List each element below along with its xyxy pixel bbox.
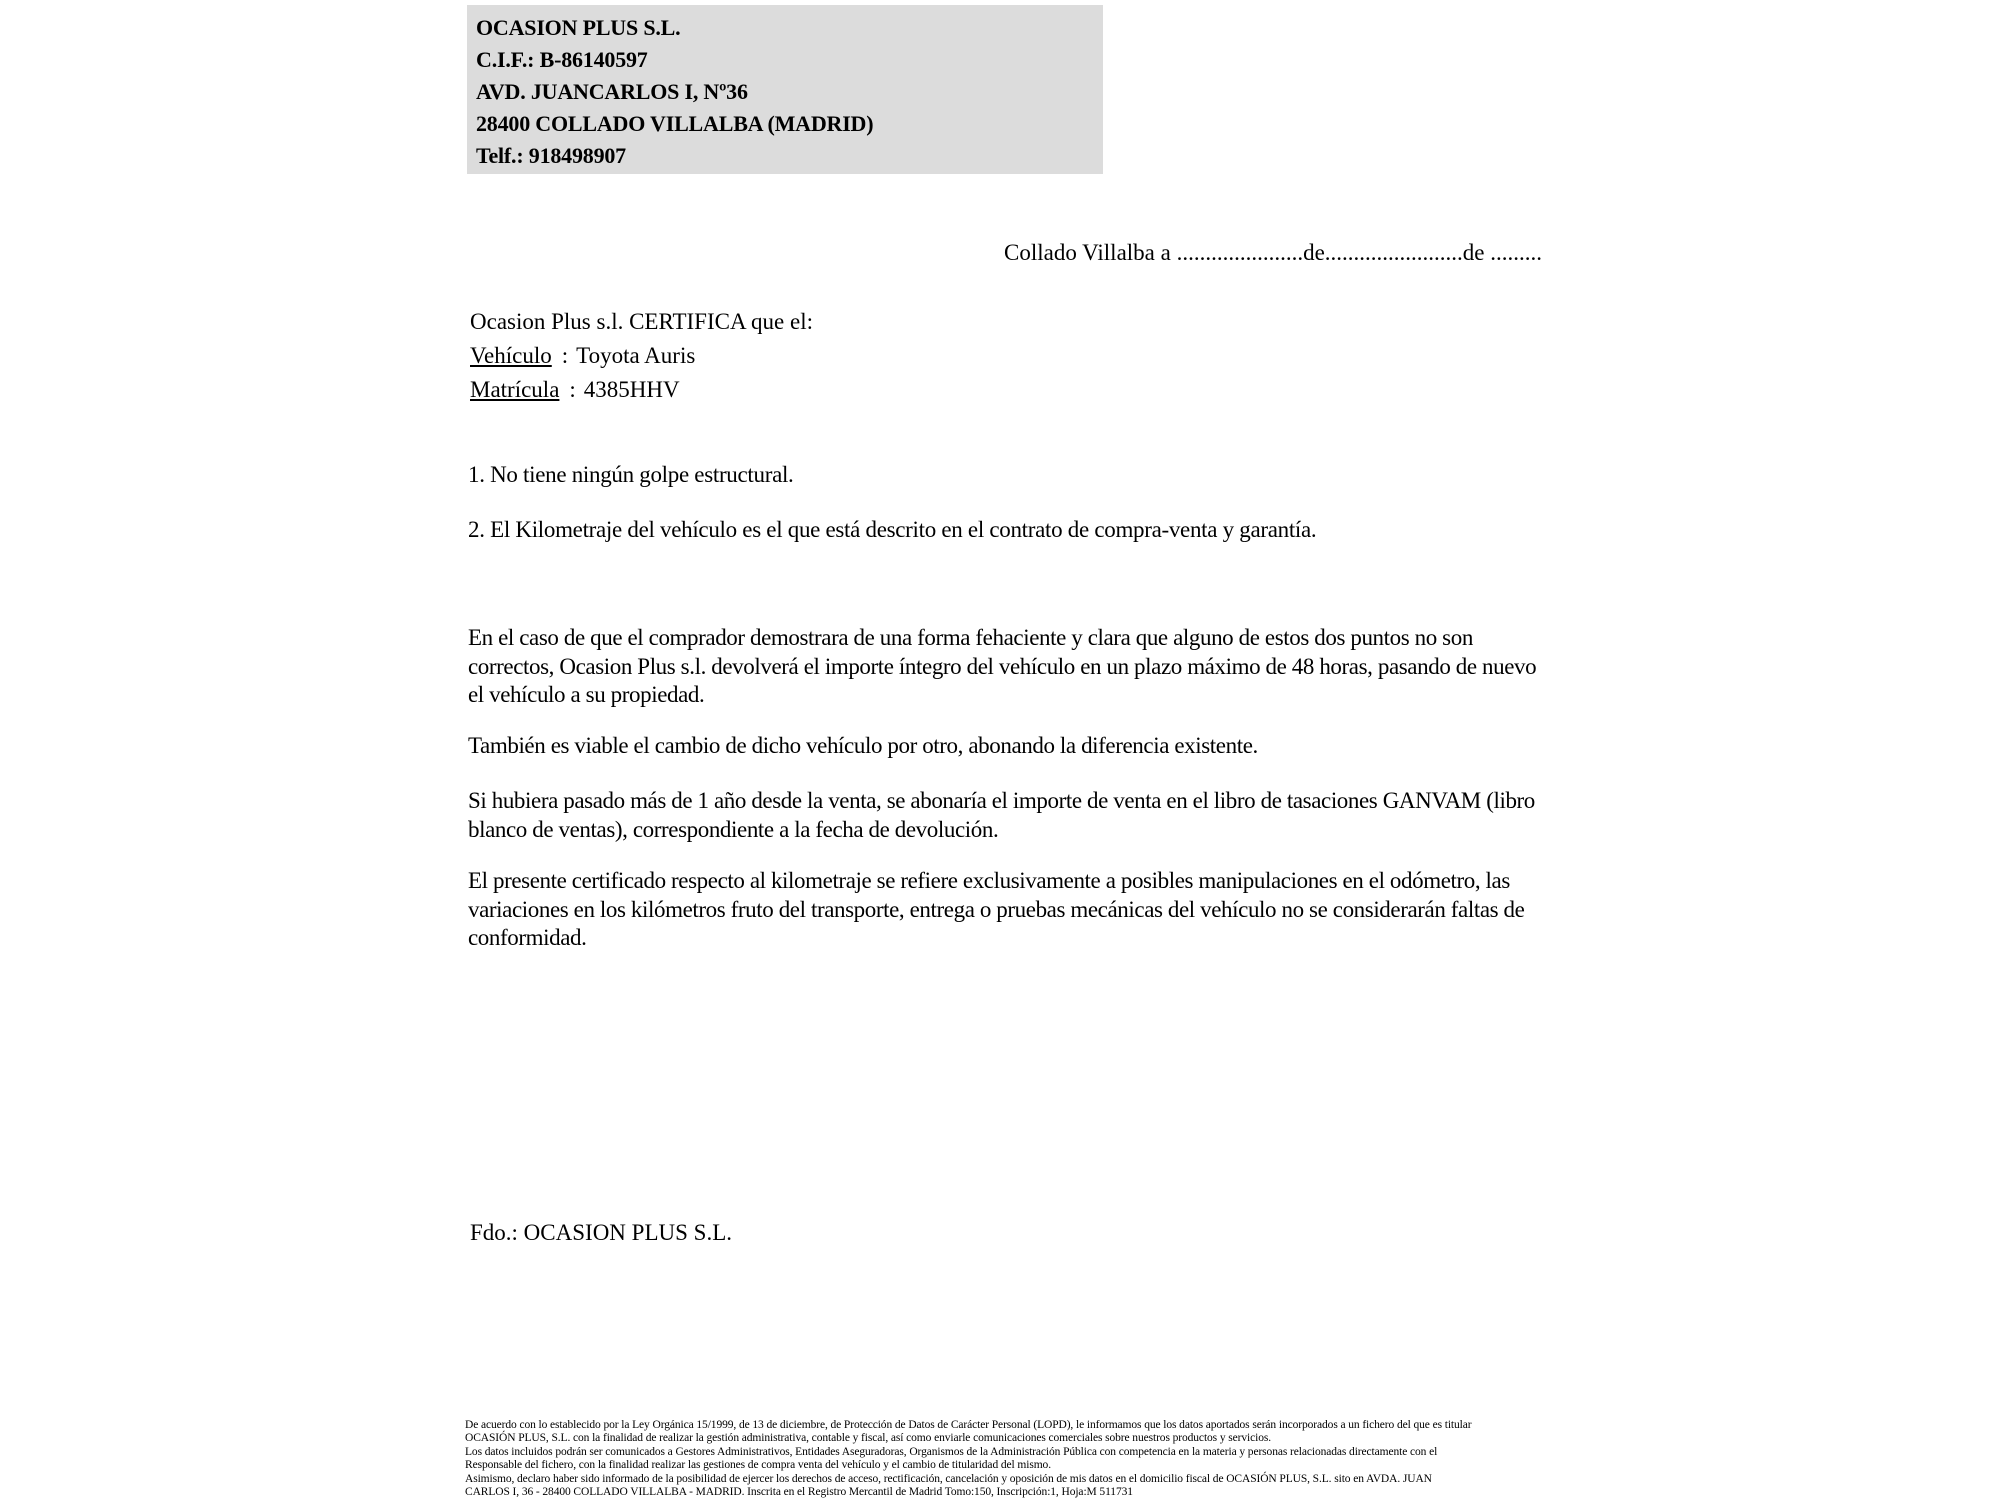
certificate-block [470,305,813,407]
point-2: 2. El Kilometraje del vehículo es el que está descrito en el contrato de compra-venta y garantía. [468,517,1317,542]
plate-label: Matrícula [470,377,560,402]
company-name: OCASION PLUS S.L. [476,15,681,40]
legal-line: Los datos incluidos podrán ser comunicados a Gestores Administrativos, Entidades Aseguradoras, Organismos de la Administración Pública con competencia en la materia y personas relacionadas directamente con el [465,1445,1438,1458]
vehicle-label: Vehículo [470,343,552,368]
date-line: Collado Villalba a ......................de........................de ......... [1004,240,1542,265]
plate-value: 4385HHV [583,377,680,402]
company-phone: Telf.: 918498907 [476,143,626,168]
paragraph-ganvam: Si hubiera pasado más de 1 año desde la venta, se abonaría el importe de venta en el libro de tasaciones GANVAM (libro blanco de ventas), correspondiente a la fecha de devolución. [468,788,1535,842]
company-cif: C.I.F.: B-86140597 [476,47,648,72]
plate-colon: : [569,377,576,402]
signature-line: Fdo.: OCASION PLUS S.L. [470,1220,732,1245]
company-header-block [467,5,1103,174]
vehicle-colon: : [561,343,569,368]
legal-line: De acuerdo con lo establecido por la Ley Orgánica 15/1999, de 13 de diciembre, de Protección de Datos de Carácter Personal (LOPD), le informamos que los datos aportados serán incorporados a un fichero del que es titular [465,1419,1472,1431]
legal-line: CARLOS I, 36 - 28400 COLLADO VILLALBA - MADRID. Inscrita en el Registro Mercantil de Madrid Tomo:150, Inscripción:1, Hoja:M 511731 [465,1486,1133,1499]
paragraph-exchange: También es viable el cambio de dicho vehículo por otro, abonando la diferencia existente. [468,733,1258,758]
point-1: 1. No tiene ningún golpe estructural. [468,462,794,487]
legal-notice [465,1419,1575,1499]
legal-line: Asimismo, declaro haber sido informado de la posibilidad de ejercer los derechos de acceso, rectificación, cancelación y oposición de mis datos en el domicilio fiscal de OCASIÓN PLUS, S.L. sito en AVDA. JUAN [465,1472,1432,1485]
vehicle-value: Toyota Auris [576,343,696,368]
company-city: 28400 COLLADO VILLALBA (MADRID) [476,111,874,136]
company-address: AVD. JUANCARLOS I, Nº36 [476,79,748,104]
certify-intro: Ocasion Plus s.l. CERTIFICA que el: [470,309,813,334]
legal-line: Responsable del fichero, con la finalidad realizar las gestiones de compra venta del vehículo y el cambio de titularidad del mismo. [465,1459,1051,1472]
paragraph-refund: En el caso de que el comprador demostrara de una forma fehaciente y clara que alguno de estos dos puntos no son correctos, Ocasion Plus s.l. devolverá el importe íntegro del vehículo en un plazo máximo de 48 horas, pasando de nuevo el vehículo a su propiedad. [468,625,1537,707]
legal-line: OCASIÓN PLUS, S.L. con la finalidad de realizar la gestión administrativa, contable y fiscal, así como enviarle comunicaciones comerciales sobre nuestros productos y servicios. [465,1432,1272,1445]
vehicle-row [470,339,813,373]
plate-row [470,373,813,407]
paragraph-odometer: El presente certificado respecto al kilometraje se refiere exclusivamente a posibles manipulaciones en el odómetro, las variaciones en los kilómetros fruto del transporte, entrega o pruebas mecánicas del vehículo no se considerarán faltas de conformidad. [468,868,1525,950]
